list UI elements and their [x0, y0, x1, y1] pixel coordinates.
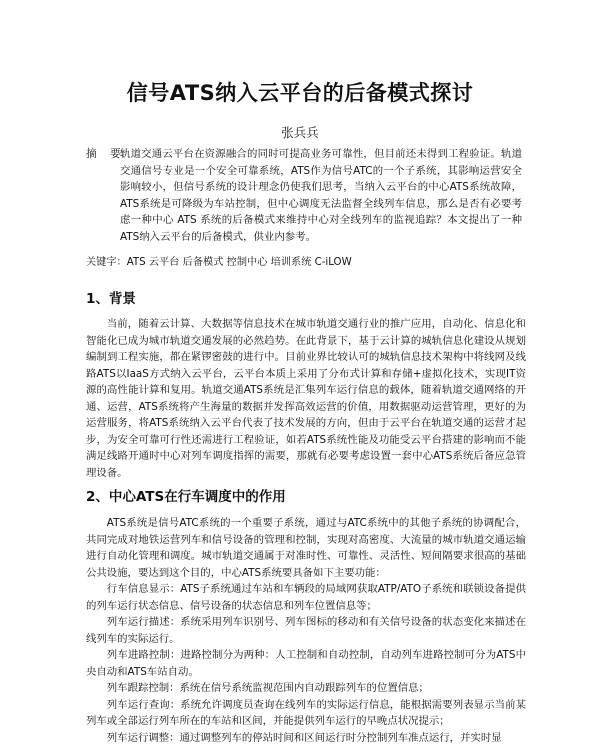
list-item: 列车跟踪控制：系统在信号系统监视范围内自动跟踪列车的位置信息； — [106, 682, 429, 694]
list-item: 列车运行查询：系统允许调度员查询在线列车的实际运行信息，能根据需要列表显示当前某列车或全部运行列车所在的车站和区间，并能提供列车运行的早晚点状况提示； — [86, 698, 526, 727]
section-heading-ats-role: 2、中心ATS在行车调度中的作用 — [86, 489, 286, 505]
function-list — [86, 581, 526, 746]
abstract-label: 摘 要： — [86, 148, 132, 160]
keywords: 关键字：ATS 云平台 后备模式 控制中心 培训系统 C-iLOW — [86, 257, 352, 268]
list-item: 列车进路控制：进路控制分为两种：人工控制和自动控制，自动列车进路控制可分为ATS中央自动和ATS车站自动。 — [86, 649, 526, 678]
paper-title: 信号ATS纳入云平台的后备模式探讨 — [126, 81, 474, 105]
list-item: 列车运行调整：通过调整列车的停站时间和区间运行时分控制列车准点运行，并实时显 — [106, 731, 502, 744]
list-item: 行车信息显示：ATS子系统通过车站和车辆段的局域网获取ATP/ATO子系统和联锁设备提供的列车运行状态信息、信号设备的状态信息和列车位置信息等； — [86, 583, 526, 612]
section-paragraph: 当前，随着云计算、大数据等信息技术在城市轨道交通行业的推广应用，自动化、信息化和智能化已成为城市轨道交通发展的必然趋势。在此背景下，基于云计算的城轨信息化建设从规划编制到工程实施，都在紧锣密鼓的进行中。目前业界比较认可的城轨信息技术架构中将线网及线路ATS以IaaS方式纳入云平台，云平台本质上采用了分布式计算和存储+虚拟化技术，实现IT资源的高性能计算和复用。轨道交通ATS系统是汇集列车运行信息的载体，随着轨道交通网络的开通、运营，ATS系统将产生海量的数据并发挥高效运营的价值，用数据驱动运营管理，更好的为运营服务，将ATS系统纳入云平台代表了技术发展的方向，但由于云平台在轨道交通的运营才起步，为安全可靠可行性还需进行工程验证，如若ATS系统性能及功能受云平台搭建的影响而不能满足线路开通时中心对列车调度指挥的需要，那就有必要考虑设置一套中心ATS系统后备应急管理设备。 — [86, 318, 526, 479]
abstract-text: 轨道交通云平台在资源融合的同时可提高业务可靠性，但目前还未得到工程验证。轨道交通信号专业是一个安全可靠系统，ATS作为信号ATC的一个子系统，其影响运营安全影响较小，但信号系统的设计理念仍使我们思考，当纳入云平台的中心ATS系统故障，ATS系统是可降级为车站控制，但中心调度无法监督全线列车信息，那么是否有必要考虑一种中心 ATS 系统的后备模式来维持中心对全线列车的监视追踪？本文提出了一种ATS纳入云平台的后备模式，供业内参考。 — [120, 148, 522, 243]
section-heading-background: 1、背景 — [86, 291, 136, 307]
section-paragraph: ATS系统是信号ATC系统的一个重要子系统，通过与ATC系统中的其他子系统的协调配合，共同完成对地铁运营列车和信号设备的管理和控制，实现对高密度、大流量的城市轨道交通运输进行自动化管理和调度。城市轨道交通属于对准时性、可靠性、灵活性、短间隔要求很高的基础公共设施，要达到这个目的，中心ATS系统要具备如下主要功能： — [86, 517, 526, 579]
list-item: 列车运行描述：系统采用列车识别号、列车图标的移动和有关信号设备的状态变化来描述在线列车的实际运行。 — [86, 616, 526, 645]
paper-author: 张兵兵 — [281, 125, 319, 140]
